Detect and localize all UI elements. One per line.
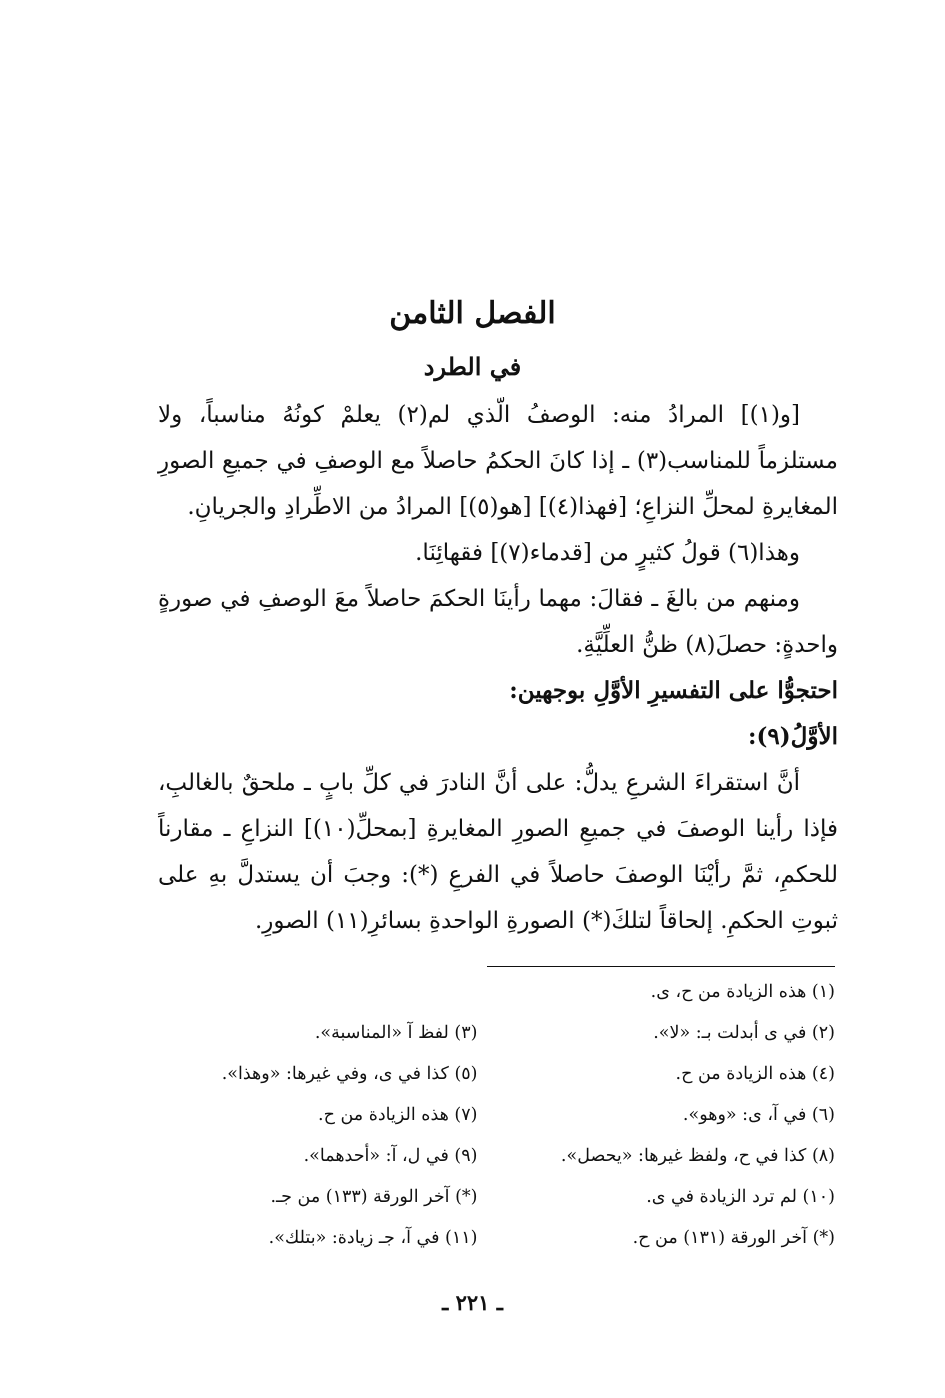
- footnote-8: (٨) كذا في ح، ولفظ غيرها: «يحصل».: [560, 1146, 835, 1166]
- paragraph-exaggeration: ومنهم من بالغَ ـ فقالَ: مهما رأينَا الحكمَ حاصلاً معَ الوصفِ في صورةٍ واحدةٍ: حصلَ(٨) ظنُّ العلِّيَّةِ.: [158, 586, 838, 658]
- footnote-2: (٢) في ى أبدلت بـ: «لا».: [653, 1023, 835, 1043]
- chapter-subtitle: في الطرد: [423, 352, 522, 381]
- footnote-9: (٩) في ل، آ: «أحدهما».: [303, 1146, 478, 1166]
- footnote-10: (١٠) لم ترد الزيادة في ى.: [646, 1187, 835, 1207]
- paragraph-induction: أنَّ استقراءَ الشرعِ يدلُّ: على أنَّ النادرَ في كلِّ بابٍ ـ ملحقٌ بالغالبِ، فإذا رأينا الوصفَ في جميعِ الصورِ المغايرةِ [بمحلِّ(١٠)] النزاعِ ـ مقارناً للحكمِ، ثمَّ رأيْنَا الوصفَ حاصلاً في الفرعِ (*): وجبَ أن يستدلَّ بهِ على ثبوتِ الحكمِ. إلحاقاً لتلكَ(*) الصورةِ الواحدةِ بسائرِ(١١) الصورِ.: [158, 770, 838, 934]
- footnote-1: (١) هذه الزيادة من ح، ى.: [650, 982, 835, 1002]
- paragraph-jurists: وهذا(٦) قولُ كثيرٍ من [قدماء(٧)] فقهائِنَا.: [415, 540, 800, 566]
- footnotes: [160, 972, 835, 1259]
- footnote-separator: [487, 966, 835, 967]
- footnote-4: (٤) هذه الزيادة من ح.: [675, 1064, 835, 1084]
- heading-two-aspects: احتجوُّا على التفسيرِ الأوَّلِ بوجهين:: [509, 677, 838, 704]
- chapter-title: الفصل الثامن: [389, 296, 556, 331]
- footnote-star-2: (*) آخر الورقة (١٣١) من ح.: [632, 1228, 835, 1248]
- footnote-3: (٣) لفظ آ «المناسبة».: [314, 1023, 478, 1043]
- page-number: ـ ٢٢١ ـ: [442, 1290, 503, 1315]
- footnote-5: (٥) كذا في ى، وفي غيرها: «وهذا».: [221, 1064, 478, 1084]
- footnote-6: (٦) في آ، ى: «وهو».: [682, 1105, 835, 1125]
- footnote-7: (٧) هذه الزيادة من ح.: [318, 1105, 478, 1125]
- footnote-11: (١١) في آ، جـ زيادة: «بتلك».: [268, 1228, 478, 1248]
- paragraph-definition: [و(١)] المرادُ منه: الوصفُ الّذي لم(٢) يعلمْ كونُهُ مناسباً، ولا مستلزماً للمناسب(٣) ـ إذا كانَ الحكمُ حاصلاً مع الوصفِ في جميعِ الصورِ المغايرةِ لمحلِّ النزاعِ؛ [فهذا(٤)] [هو(٥)] المرادُ من الاطِّرادِ والجريانِ.: [158, 402, 838, 520]
- heading-first: الأوَّلُ(٩):: [748, 723, 838, 750]
- main-text: [158, 392, 838, 944]
- footnote-star-1: (*) آخر الورقة (١٣٣) من جـ.: [270, 1187, 478, 1207]
